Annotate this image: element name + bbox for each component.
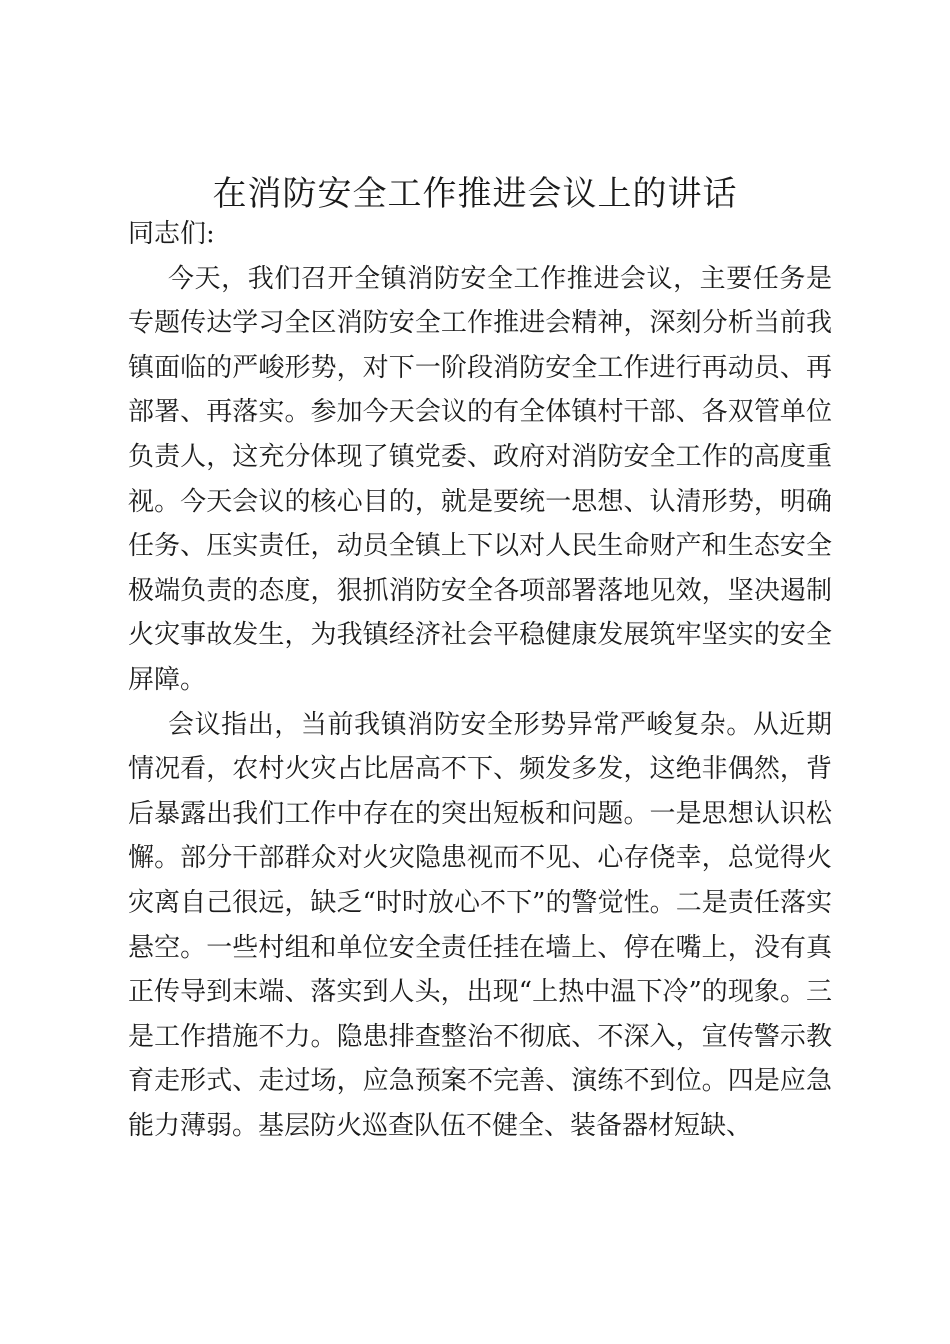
document-title: 在消防安全工作推进会议上的讲话 — [212, 174, 738, 214]
document-body — [128, 212, 832, 1148]
salutation: 同志们: — [128, 219, 215, 249]
paragraph-1: 今天，我们召开全镇消防安全工作推进会议，主要任务是专题传达学习全区消防安全工作推进会精神，深刻分析当前我镇面临的严峻形势，对下一阶段消防安全工作进行再动员、再部署、再落实。参加今天会议的有全体镇村干部、各双管单位负责人，这充分体现了镇党委、政府对消防安全工作的高度重视。今天会议的核心目的，就是要统一思想、认清形势，明确任务、压实责任，动员全镇上下以对人民生命财产和生态安全极端负责的态度，狠抓消防安全各项部署落地见效，坚决遏制火灾事故发生，为我镇经济社会平稳健康发展筑牢坚实的安全屏障。 — [128, 263, 832, 695]
paragraph-2: 会议指出，当前我镇消防安全形势异常严峻复杂。从近期情况看，农村火灾占比居高不下、频发多发，这绝非偶然，背后暴露出我们工作中存在的突出短板和问题。一是思想认识松懈。部分干部群众对火灾隐患视而不见、心存侥幸，总觉得火灾离自己很远，缺乏“时时放心不下”的警觉性。二是责任落实悬空。一些村组和单位安全责任挂在墙上、停在嘴上，没有真正传导到末端、落实到人头，出现“上热中温下冷”的现象。三是工作措施不力。隐患排查整治不彻底、不深入，宣传警示教育走形式、走过场，应急预案不完善、演练不到位。四是应急能力薄弱。基层防火巡查队伍不健全、装备器材短缺、 — [128, 709, 832, 1141]
